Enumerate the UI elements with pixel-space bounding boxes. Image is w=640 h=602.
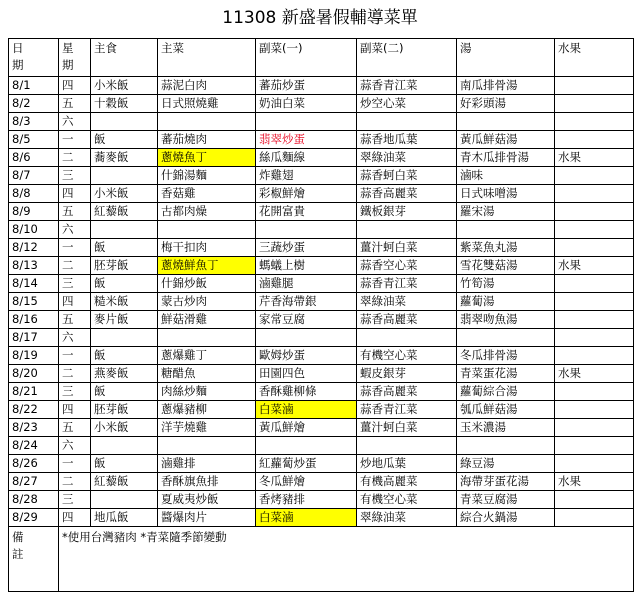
cell-date: 8/9 bbox=[9, 203, 59, 221]
cell-weekday: 六 bbox=[59, 221, 91, 239]
notes-section bbox=[9, 527, 634, 592]
cell-side2: 蒜香青江菜 bbox=[357, 77, 457, 95]
cell-staple: 胚芽飯 bbox=[91, 257, 158, 275]
table-row bbox=[9, 239, 634, 257]
cell-soup: 青菜蛋花湯 bbox=[457, 365, 555, 383]
cell-fruit bbox=[555, 419, 634, 437]
cell-main: 夏威夷炒飯 bbox=[158, 491, 256, 509]
cell-weekday: 四 bbox=[59, 293, 91, 311]
cell-staple bbox=[91, 329, 158, 347]
cell-fruit: 水果 bbox=[555, 473, 634, 491]
cell-main: 什錦湯麵 bbox=[158, 167, 256, 185]
cell-fruit bbox=[555, 401, 634, 419]
table-row bbox=[9, 95, 634, 113]
cell-main: 蕃茄燒肉 bbox=[158, 131, 256, 149]
table-row bbox=[9, 113, 634, 131]
table-row bbox=[9, 77, 634, 95]
cell-soup bbox=[457, 329, 555, 347]
cell-side2: 蒜香高麗菜 bbox=[357, 311, 457, 329]
cell-soup: 綠豆湯 bbox=[457, 455, 555, 473]
cell-date: 8/20 bbox=[9, 365, 59, 383]
table-row bbox=[9, 419, 634, 437]
cell-staple: 十穀飯 bbox=[91, 95, 158, 113]
cell-date: 8/15 bbox=[9, 293, 59, 311]
table-row bbox=[9, 311, 634, 329]
cell-side1: 三蔬炒蛋 bbox=[256, 239, 357, 257]
notes-text: *使用台灣豬肉 *青菜隨季節變動 bbox=[59, 527, 634, 592]
cell-side2: 炒空心菜 bbox=[357, 95, 457, 113]
cell-side1: 歐姆炒蛋 bbox=[256, 347, 357, 365]
cell-side2: 鐵板銀芽 bbox=[357, 203, 457, 221]
cell-weekday: 五 bbox=[59, 419, 91, 437]
cell-weekday: 四 bbox=[59, 77, 91, 95]
cell-main: 蒙古炒肉 bbox=[158, 293, 256, 311]
table-row bbox=[9, 149, 634, 167]
cell-weekday: 一 bbox=[59, 131, 91, 149]
cell-side2: 翠綠油菜 bbox=[357, 293, 457, 311]
cell-soup bbox=[457, 221, 555, 239]
cell-side2: 蝦皮銀芽 bbox=[357, 365, 457, 383]
cell-fruit bbox=[555, 95, 634, 113]
cell-main: 蔥燒魚丁 bbox=[158, 149, 256, 167]
cell-date: 8/10 bbox=[9, 221, 59, 239]
cell-main bbox=[158, 437, 256, 455]
cell-side1 bbox=[256, 113, 357, 131]
cell-main: 蒜泥白肉 bbox=[158, 77, 256, 95]
cell-side2 bbox=[357, 437, 457, 455]
table-row bbox=[9, 491, 634, 509]
cell-date: 8/13 bbox=[9, 257, 59, 275]
cell-fruit: 水果 bbox=[555, 365, 634, 383]
cell-side2: 翠綠油菜 bbox=[357, 509, 457, 527]
cell-main bbox=[158, 113, 256, 131]
cell-fruit bbox=[555, 329, 634, 347]
header-side1: 副菜(一) bbox=[256, 39, 357, 77]
cell-main: 肉絲炒麵 bbox=[158, 383, 256, 401]
cell-date: 8/16 bbox=[9, 311, 59, 329]
cell-fruit bbox=[555, 77, 634, 95]
cell-side1 bbox=[256, 221, 357, 239]
cell-weekday: 四 bbox=[59, 509, 91, 527]
table-row bbox=[9, 455, 634, 473]
cell-side2: 蒜香蚵白菜 bbox=[357, 167, 457, 185]
cell-date: 8/22 bbox=[9, 401, 59, 419]
cell-fruit bbox=[555, 293, 634, 311]
cell-date: 8/19 bbox=[9, 347, 59, 365]
document-title: 11308 新盛暑假輔導菜單 bbox=[222, 8, 418, 28]
header-date: 日 期 bbox=[9, 39, 59, 77]
table-row bbox=[9, 437, 634, 455]
cell-weekday: 六 bbox=[59, 113, 91, 131]
cell-weekday: 二 bbox=[59, 473, 91, 491]
cell-side1: 白菜滷 bbox=[256, 509, 357, 527]
cell-fruit: 水果 bbox=[555, 149, 634, 167]
cell-date: 8/27 bbox=[9, 473, 59, 491]
cell-staple: 小米飯 bbox=[91, 419, 158, 437]
cell-weekday: 五 bbox=[59, 203, 91, 221]
notes-row bbox=[9, 527, 634, 592]
cell-date: 8/1 bbox=[9, 77, 59, 95]
cell-side2: 蒜香地瓜葉 bbox=[357, 131, 457, 149]
cell-date: 8/28 bbox=[9, 491, 59, 509]
table-body bbox=[9, 77, 634, 527]
cell-staple: 飯 bbox=[91, 383, 158, 401]
cell-staple: 小米飯 bbox=[91, 77, 158, 95]
cell-soup: 蘿蔔綜合湯 bbox=[457, 383, 555, 401]
cell-side1: 白菜滷 bbox=[256, 401, 357, 419]
cell-main: 鮮菇滑雞 bbox=[158, 311, 256, 329]
cell-fruit bbox=[555, 347, 634, 365]
cell-main: 滷雞排 bbox=[158, 455, 256, 473]
cell-weekday: 二 bbox=[59, 149, 91, 167]
cell-main: 糖醋魚 bbox=[158, 365, 256, 383]
cell-side2: 有機空心菜 bbox=[357, 347, 457, 365]
cell-soup: 竹筍湯 bbox=[457, 275, 555, 293]
cell-side1: 黃瓜鮮燴 bbox=[256, 419, 357, 437]
cell-weekday: 一 bbox=[59, 347, 91, 365]
cell-staple: 胚芽飯 bbox=[91, 401, 158, 419]
cell-fruit bbox=[555, 221, 634, 239]
cell-side2: 翠綠油菜 bbox=[357, 149, 457, 167]
cell-side1: 家常豆腐 bbox=[256, 311, 357, 329]
cell-staple: 燕麥飯 bbox=[91, 365, 158, 383]
cell-weekday: 六 bbox=[59, 329, 91, 347]
cell-date: 8/24 bbox=[9, 437, 59, 455]
cell-side2: 薑汁蚵白菜 bbox=[357, 419, 457, 437]
cell-main: 日式照燒雞 bbox=[158, 95, 256, 113]
cell-fruit bbox=[555, 275, 634, 293]
cell-date: 8/14 bbox=[9, 275, 59, 293]
cell-side2 bbox=[357, 113, 457, 131]
cell-main: 蔥燒鮮魚丁 bbox=[158, 257, 256, 275]
cell-weekday: 六 bbox=[59, 437, 91, 455]
cell-main: 香菇雞 bbox=[158, 185, 256, 203]
cell-fruit bbox=[555, 131, 634, 149]
cell-main: 什錦炒飯 bbox=[158, 275, 256, 293]
cell-staple: 飯 bbox=[91, 239, 158, 257]
cell-side1 bbox=[256, 329, 357, 347]
table-row bbox=[9, 275, 634, 293]
table-header bbox=[9, 39, 634, 77]
cell-side2: 蒜香空心菜 bbox=[357, 257, 457, 275]
cell-soup: 海帶芽蛋花湯 bbox=[457, 473, 555, 491]
cell-soup: 瓠瓜鮮菇湯 bbox=[457, 401, 555, 419]
cell-soup: 冬瓜排骨湯 bbox=[457, 347, 555, 365]
cell-soup: 玉米濃湯 bbox=[457, 419, 555, 437]
cell-side2: 蒜香青江菜 bbox=[357, 401, 457, 419]
cell-soup: 綜合火鍋湯 bbox=[457, 509, 555, 527]
cell-soup: 青木瓜排骨湯 bbox=[457, 149, 555, 167]
cell-side1: 炸雞翅 bbox=[256, 167, 357, 185]
cell-side1: 奶油白菜 bbox=[256, 95, 357, 113]
table-row bbox=[9, 185, 634, 203]
cell-staple: 紅藜飯 bbox=[91, 203, 158, 221]
cell-side1: 香烤豬排 bbox=[256, 491, 357, 509]
cell-staple: 麥片飯 bbox=[91, 311, 158, 329]
cell-fruit bbox=[555, 167, 634, 185]
cell-soup: 紫菜魚丸湯 bbox=[457, 239, 555, 257]
cell-staple: 飯 bbox=[91, 455, 158, 473]
cell-fruit bbox=[555, 491, 634, 509]
table-row bbox=[9, 329, 634, 347]
cell-fruit: 水果 bbox=[555, 257, 634, 275]
cell-weekday: 三 bbox=[59, 275, 91, 293]
cell-date: 8/23 bbox=[9, 419, 59, 437]
cell-soup: 滷味 bbox=[457, 167, 555, 185]
cell-date: 8/2 bbox=[9, 95, 59, 113]
header-side2: 副菜(二) bbox=[357, 39, 457, 77]
cell-date: 8/29 bbox=[9, 509, 59, 527]
cell-side2: 蒜香青江菜 bbox=[357, 275, 457, 293]
cell-fruit bbox=[555, 113, 634, 131]
cell-staple: 飯 bbox=[91, 347, 158, 365]
cell-main: 醬爆肉片 bbox=[158, 509, 256, 527]
cell-weekday: 三 bbox=[59, 383, 91, 401]
cell-soup bbox=[457, 113, 555, 131]
cell-side1: 螞蟻上樹 bbox=[256, 257, 357, 275]
cell-staple bbox=[91, 491, 158, 509]
cell-staple: 地瓜飯 bbox=[91, 509, 158, 527]
cell-weekday: 三 bbox=[59, 491, 91, 509]
cell-main bbox=[158, 329, 256, 347]
cell-weekday: 一 bbox=[59, 455, 91, 473]
cell-staple bbox=[91, 167, 158, 185]
cell-date: 8/3 bbox=[9, 113, 59, 131]
cell-staple: 蕎麥飯 bbox=[91, 149, 158, 167]
cell-staple: 紅藜飯 bbox=[91, 473, 158, 491]
header-soup: 湯 bbox=[457, 39, 555, 77]
cell-side1: 田園四色 bbox=[256, 365, 357, 383]
cell-side2: 有機高麗菜 bbox=[357, 473, 457, 491]
cell-main bbox=[158, 221, 256, 239]
menu-table bbox=[8, 38, 634, 592]
cell-main: 蔥爆雞丁 bbox=[158, 347, 256, 365]
cell-side2: 炒地瓜葉 bbox=[357, 455, 457, 473]
table-row bbox=[9, 167, 634, 185]
cell-date: 8/21 bbox=[9, 383, 59, 401]
cell-main: 梅干扣肉 bbox=[158, 239, 256, 257]
header-fruit: 水果 bbox=[555, 39, 634, 77]
table-row bbox=[9, 473, 634, 491]
cell-staple: 飯 bbox=[91, 275, 158, 293]
table-row bbox=[9, 203, 634, 221]
cell-side2: 蒜香高麗菜 bbox=[357, 383, 457, 401]
cell-date: 8/17 bbox=[9, 329, 59, 347]
cell-weekday: 三 bbox=[59, 167, 91, 185]
cell-soup: 黃瓜鮮菇湯 bbox=[457, 131, 555, 149]
cell-side1: 彩椒鮮燴 bbox=[256, 185, 357, 203]
cell-staple: 小米飯 bbox=[91, 185, 158, 203]
cell-fruit bbox=[555, 437, 634, 455]
cell-weekday: 二 bbox=[59, 365, 91, 383]
cell-side1: 蕃茄炒蛋 bbox=[256, 77, 357, 95]
cell-staple: 糙米飯 bbox=[91, 293, 158, 311]
cell-fruit bbox=[555, 239, 634, 257]
header-row bbox=[9, 39, 634, 77]
cell-main: 古都肉燥 bbox=[158, 203, 256, 221]
cell-side1: 滷雞腿 bbox=[256, 275, 357, 293]
cell-side1: 紅蘿蔔炒蛋 bbox=[256, 455, 357, 473]
cell-weekday: 二 bbox=[59, 257, 91, 275]
cell-side1 bbox=[256, 437, 357, 455]
header-main: 主菜 bbox=[158, 39, 256, 77]
cell-soup: 好彩頭湯 bbox=[457, 95, 555, 113]
cell-date: 8/7 bbox=[9, 167, 59, 185]
cell-staple bbox=[91, 113, 158, 131]
cell-date: 8/12 bbox=[9, 239, 59, 257]
cell-side2: 有機空心菜 bbox=[357, 491, 457, 509]
cell-soup: 蘿蔔湯 bbox=[457, 293, 555, 311]
cell-soup: 青菜豆腐湯 bbox=[457, 491, 555, 509]
cell-weekday: 一 bbox=[59, 239, 91, 257]
table-row bbox=[9, 131, 634, 149]
cell-fruit bbox=[555, 455, 634, 473]
header-staple: 主食 bbox=[91, 39, 158, 77]
cell-fruit bbox=[555, 185, 634, 203]
cell-staple bbox=[91, 221, 158, 239]
table-row bbox=[9, 293, 634, 311]
cell-side1: 冬瓜鮮燴 bbox=[256, 473, 357, 491]
cell-soup: 日式味噌湯 bbox=[457, 185, 555, 203]
cell-date: 8/5 bbox=[9, 131, 59, 149]
cell-weekday: 四 bbox=[59, 185, 91, 203]
cell-side1: 花開富貴 bbox=[256, 203, 357, 221]
table-row bbox=[9, 365, 634, 383]
cell-staple bbox=[91, 437, 158, 455]
cell-side2 bbox=[357, 221, 457, 239]
cell-side2: 薑汁蚵白菜 bbox=[357, 239, 457, 257]
table-row bbox=[9, 509, 634, 527]
cell-fruit bbox=[555, 383, 634, 401]
cell-side1: 絲瓜麵線 bbox=[256, 149, 357, 167]
notes-label: 備 註 bbox=[9, 527, 59, 592]
cell-staple: 飯 bbox=[91, 131, 158, 149]
cell-soup: 翡翠吻魚湯 bbox=[457, 311, 555, 329]
cell-soup: 羅宋湯 bbox=[457, 203, 555, 221]
cell-side1: 芹香海帶銀 bbox=[256, 293, 357, 311]
cell-side2 bbox=[357, 329, 457, 347]
cell-fruit bbox=[555, 203, 634, 221]
cell-fruit bbox=[555, 509, 634, 527]
table-row bbox=[9, 347, 634, 365]
cell-date: 8/8 bbox=[9, 185, 59, 203]
cell-main: 香酥旗魚排 bbox=[158, 473, 256, 491]
cell-main: 蔥爆豬柳 bbox=[158, 401, 256, 419]
cell-soup: 雪花雙菇湯 bbox=[457, 257, 555, 275]
table-row bbox=[9, 257, 634, 275]
table-row bbox=[9, 401, 634, 419]
cell-weekday: 五 bbox=[59, 311, 91, 329]
cell-side1: 香酥雞柳條 bbox=[256, 383, 357, 401]
cell-soup bbox=[457, 437, 555, 455]
cell-date: 8/26 bbox=[9, 455, 59, 473]
cell-soup: 南瓜排骨湯 bbox=[457, 77, 555, 95]
cell-fruit bbox=[555, 311, 634, 329]
header-weekday: 星 期 bbox=[59, 39, 91, 77]
cell-weekday: 五 bbox=[59, 95, 91, 113]
cell-weekday: 四 bbox=[59, 401, 91, 419]
cell-main: 洋芋燒雞 bbox=[158, 419, 256, 437]
table-row bbox=[9, 221, 634, 239]
cell-side2: 蒜香高麗菜 bbox=[357, 185, 457, 203]
cell-date: 8/6 bbox=[9, 149, 59, 167]
cell-side1: 翡翠炒蛋 bbox=[256, 131, 357, 149]
table-row bbox=[9, 383, 634, 401]
